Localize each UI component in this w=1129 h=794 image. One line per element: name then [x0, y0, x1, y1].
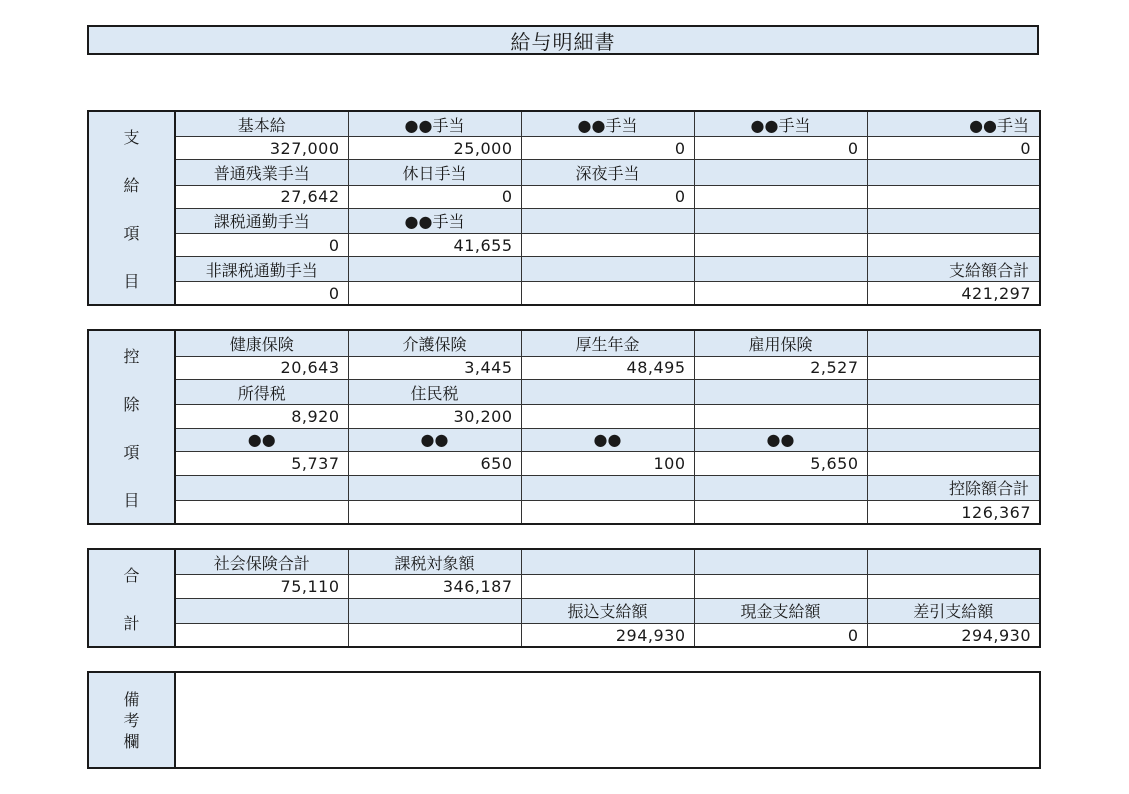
deductions-item-label: 介護保険	[348, 330, 521, 356]
payments-item-label	[348, 257, 521, 282]
deductions-side-char: 目	[123, 490, 140, 510]
payments-side-char: 給	[123, 175, 140, 195]
deductions-item-value[interactable]: 30,200	[348, 405, 521, 428]
totals-item-value[interactable]	[521, 575, 694, 598]
payments-side-char: 項	[123, 223, 140, 243]
payments-item-label: 休日手当	[348, 160, 521, 185]
deductions-item-label: ●●	[521, 428, 694, 451]
totals-item-label	[348, 598, 521, 623]
payments-item-value[interactable]	[348, 282, 521, 305]
deductions-item-value[interactable]: 3,445	[348, 356, 521, 379]
totals-side-char: 計	[123, 613, 140, 633]
payments-item-value[interactable]: 0	[521, 137, 694, 160]
payments-item-label: ●●手当	[867, 111, 1040, 137]
remarks-side-char: 欄	[123, 731, 140, 751]
deductions-item-label	[175, 475, 348, 501]
deductions-item-label: ●●	[175, 428, 348, 451]
payments-item-value[interactable]: 421,297	[867, 282, 1040, 305]
totals-item-value[interactable]: 346,187	[348, 575, 521, 598]
payments-item-value[interactable]: 327,000	[175, 137, 348, 160]
totals-item-label: 差引支給額	[867, 598, 1040, 623]
deductions-item-value[interactable]: 5,650	[694, 452, 867, 475]
deductions-item-label	[867, 428, 1040, 451]
payments-item-value[interactable]	[521, 233, 694, 256]
payments-item-value[interactable]	[867, 233, 1040, 256]
deductions-item-value[interactable]	[694, 501, 867, 524]
remarks-field[interactable]	[175, 672, 1040, 768]
deductions-side-char: 除	[123, 394, 140, 414]
totals-item-value[interactable]: 294,930	[867, 624, 1040, 647]
deductions-table	[87, 329, 1041, 525]
payments-item-label	[867, 160, 1040, 185]
payments-item-value[interactable]	[521, 282, 694, 305]
payments-item-label: 課税通勤手当	[175, 208, 348, 233]
totals-item-label	[175, 598, 348, 623]
remarks-table	[87, 671, 1041, 769]
payments-item-value[interactable]: 0	[521, 185, 694, 208]
totals-side-label	[88, 549, 175, 647]
payments-item-label: ●●手当	[348, 111, 521, 137]
payments-item-label: ●●手当	[521, 111, 694, 137]
remarks-side-char: 備	[123, 689, 140, 709]
deductions-side-char: 控	[123, 346, 140, 366]
totals-item-label	[694, 549, 867, 575]
payments-item-value[interactable]: 25,000	[348, 137, 521, 160]
payments-item-value[interactable]	[867, 185, 1040, 208]
payments-item-label: 基本給	[175, 111, 348, 137]
deductions-item-value[interactable]	[521, 501, 694, 524]
deductions-item-label	[694, 475, 867, 501]
payments-item-value[interactable]: 0	[175, 282, 348, 305]
payments-item-label: 普通残業手当	[175, 160, 348, 185]
deductions-item-label: 所得税	[175, 379, 348, 405]
remarks-side-char: 考	[123, 710, 140, 730]
payments-item-label: ●●手当	[348, 208, 521, 233]
deductions-item-label	[867, 379, 1040, 405]
deductions-side-label	[88, 330, 175, 524]
deductions-item-value[interactable]	[348, 501, 521, 524]
payments-item-value[interactable]: 0	[175, 233, 348, 256]
deductions-item-label: 住民税	[348, 379, 521, 405]
deductions-item-value[interactable]: 5,737	[175, 452, 348, 475]
totals-item-value[interactable]	[348, 624, 521, 647]
totals-item-label	[521, 549, 694, 575]
payments-item-value[interactable]: 41,655	[348, 233, 521, 256]
deductions-item-label: 雇用保険	[694, 330, 867, 356]
totals-table	[87, 548, 1041, 648]
payments-item-label: 支給額合計	[867, 257, 1040, 282]
deductions-item-value[interactable]	[521, 405, 694, 428]
payments-item-label	[694, 160, 867, 185]
payments-item-value[interactable]: 0	[867, 137, 1040, 160]
deductions-item-label: 厚生年金	[521, 330, 694, 356]
remarks-side-label	[88, 672, 175, 768]
totals-item-label: 社会保険合計	[175, 549, 348, 575]
payments-item-label	[694, 208, 867, 233]
deductions-item-value[interactable]	[694, 405, 867, 428]
payments-side-char: 目	[123, 271, 140, 291]
deductions-item-value[interactable]	[867, 356, 1040, 379]
deductions-item-label: 控除額合計	[867, 475, 1040, 501]
payments-item-label	[521, 257, 694, 282]
totals-side-char: 合	[123, 565, 140, 585]
totals-item-value[interactable]: 75,110	[175, 575, 348, 598]
totals-item-value[interactable]	[694, 575, 867, 598]
deductions-item-label	[348, 475, 521, 501]
deductions-item-value[interactable]: 8,920	[175, 405, 348, 428]
deductions-item-value[interactable]: 126,367	[867, 501, 1040, 524]
deductions-item-label: ●●	[694, 428, 867, 451]
deductions-item-value[interactable]	[867, 405, 1040, 428]
payments-item-value[interactable]	[694, 282, 867, 305]
payments-item-label	[521, 208, 694, 233]
payments-item-label: ●●手当	[694, 111, 867, 137]
deductions-item-value[interactable]	[175, 501, 348, 524]
totals-item-label: 課税対象額	[348, 549, 521, 575]
payments-item-value[interactable]	[694, 185, 867, 208]
deductions-item-value[interactable]: 100	[521, 452, 694, 475]
payments-item-label: 深夜手当	[521, 160, 694, 185]
totals-item-value[interactable]: 0	[694, 624, 867, 647]
totals-item-value[interactable]	[175, 624, 348, 647]
deductions-item-label	[521, 475, 694, 501]
deductions-item-label: ●●	[348, 428, 521, 451]
deductions-item-value[interactable]: 2,527	[694, 356, 867, 379]
deductions-item-label	[521, 379, 694, 405]
deductions-side-char: 項	[123, 442, 140, 462]
deductions-item-value[interactable]: 650	[348, 452, 521, 475]
payments-item-value[interactable]: 0	[348, 185, 521, 208]
totals-item-label: 振込支給額	[521, 598, 694, 623]
totals-item-value[interactable]	[867, 575, 1040, 598]
totals-item-label: 現金支給額	[694, 598, 867, 623]
deductions-item-value[interactable]	[867, 452, 1040, 475]
totals-item-label	[867, 549, 1040, 575]
totals-item-value[interactable]: 294,930	[521, 624, 694, 647]
deductions-item-label: 健康保険	[175, 330, 348, 356]
payments-side-label	[88, 111, 175, 305]
payments-item-value[interactable]	[694, 233, 867, 256]
page-title: 給与明細書	[87, 25, 1039, 55]
deductions-item-value[interactable]: 20,643	[175, 356, 348, 379]
payments-item-label: 非課税通勤手当	[175, 257, 348, 282]
payments-item-value[interactable]: 27,642	[175, 185, 348, 208]
payments-item-value[interactable]: 0	[694, 137, 867, 160]
payments-item-label	[867, 208, 1040, 233]
deductions-item-label	[694, 379, 867, 405]
deductions-item-label	[867, 330, 1040, 356]
payments-table	[87, 110, 1041, 306]
deductions-item-value[interactable]: 48,495	[521, 356, 694, 379]
payments-side-char: 支	[123, 127, 140, 147]
payments-item-label	[694, 257, 867, 282]
